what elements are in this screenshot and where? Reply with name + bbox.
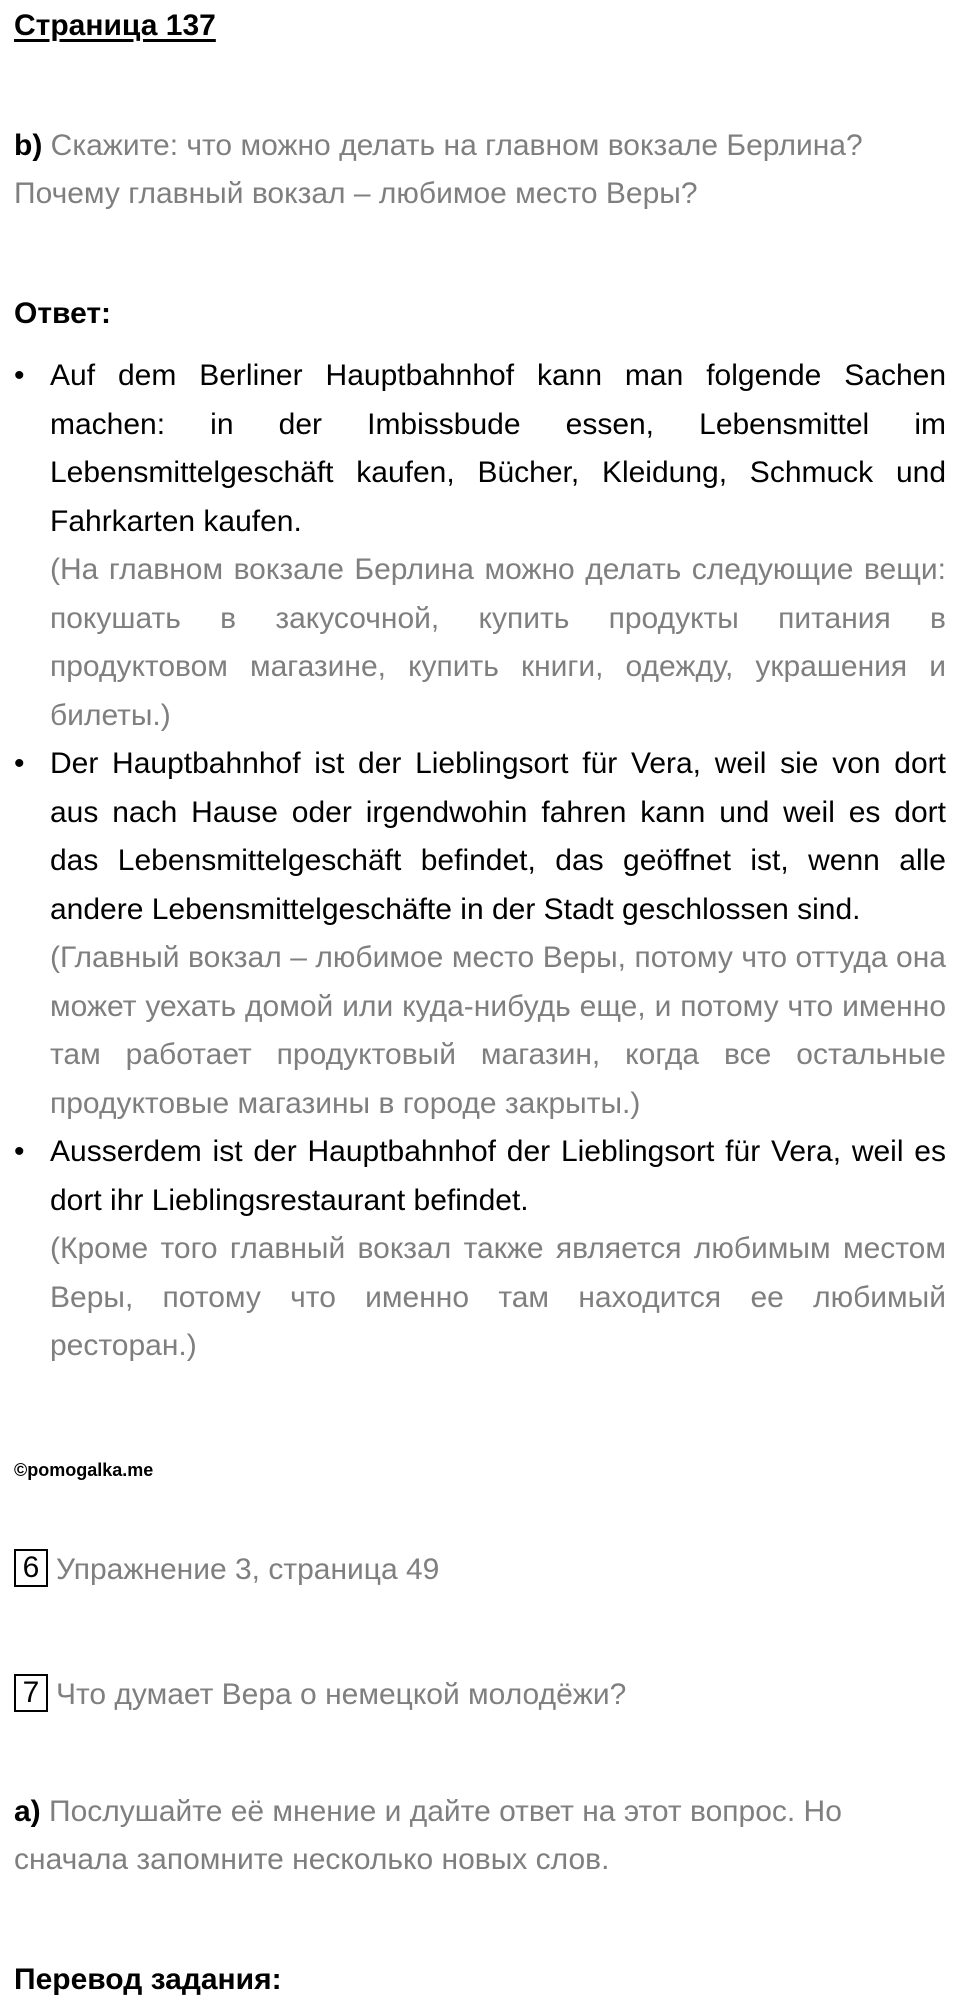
exercise-6-text: Упражнение 3, страница 49 — [56, 1553, 440, 1586]
bullet-icon: • — [14, 747, 25, 780]
task-a — [14, 1788, 946, 1884]
exercise-7 — [14, 1675, 626, 1715]
page-title: Страница 137 — [14, 9, 216, 42]
task-b — [14, 122, 946, 218]
answer-german: Auf dem Berliner Hauptbahnhof kann man folgende Sachen machen: in der Imbissbude essen, Lebensmittel im Lebensmittelgeschäft kaufen, Bücher, Kleidung, Schmuck und Fahrkarten kaufen. — [50, 359, 946, 538]
translation-heading: Перевод задания: — [14, 1963, 282, 1996]
answer-russian: (Кроме того главный вокзал также является любимым местом Веры, потому что именно там находится ее любимый ресторан.) — [50, 1232, 946, 1362]
copyright-watermark: ©pomogalka.me — [14, 1460, 154, 1480]
list-item — [14, 740, 946, 1128]
answer-german: Ausserdem ist der Hauptbahnhof der Lieblingsort für Vera, weil es dort ihr Lieblingsrestaurant befindet. — [50, 1135, 946, 1217]
exercise-7-number: 7 — [14, 1674, 48, 1712]
task-a-text: Послушайте её мнение и дайте ответ на этот вопрос. Но сначала запомните несколько новых слов. — [14, 1795, 842, 1876]
bullet-icon: • — [14, 1135, 25, 1168]
list-item — [14, 1128, 946, 1371]
task-b-label: b) — [14, 129, 43, 162]
task-a-label: a) — [14, 1795, 41, 1828]
answer-list — [14, 352, 946, 1371]
task-b-text: Скажите: что можно делать на главном вокзале Берлина? Почему главный вокзал – любимое место Веры? — [14, 129, 863, 210]
answer-russian: (На главном вокзале Берлина можно делать следующие вещи: покушать в закусочной, купить продукты питания в продуктовом магазине, купить книги, одежду, украшения и билеты.) — [50, 553, 946, 732]
bullet-icon: • — [14, 359, 25, 392]
exercise-6 — [14, 1550, 439, 1590]
answer-heading: Ответ: — [14, 297, 112, 330]
list-item — [14, 352, 946, 740]
answer-german: Der Hauptbahnhof ist der Lieblingsort für Vera, weil sie von dort aus nach Hause oder irgendwohin fahren kann und weil es dort das Lebensmittelgeschäft befindet, das geöffnet ist, wenn alle andere Lebensmittelgeschäfte in der Stadt geschlossen sind. — [50, 747, 946, 926]
exercise-6-number: 6 — [14, 1549, 48, 1587]
exercise-7-text: Что думает Вера о немецкой молодёжи? — [56, 1678, 627, 1711]
answer-russian: (Главный вокзал – любимое место Веры, потому что оттуда она может уехать домой или куда-нибудь еще, и потому что именно там работает продуктовый магазин, когда все остальные продуктовые магазины в городе закрыты.) — [50, 941, 946, 1120]
